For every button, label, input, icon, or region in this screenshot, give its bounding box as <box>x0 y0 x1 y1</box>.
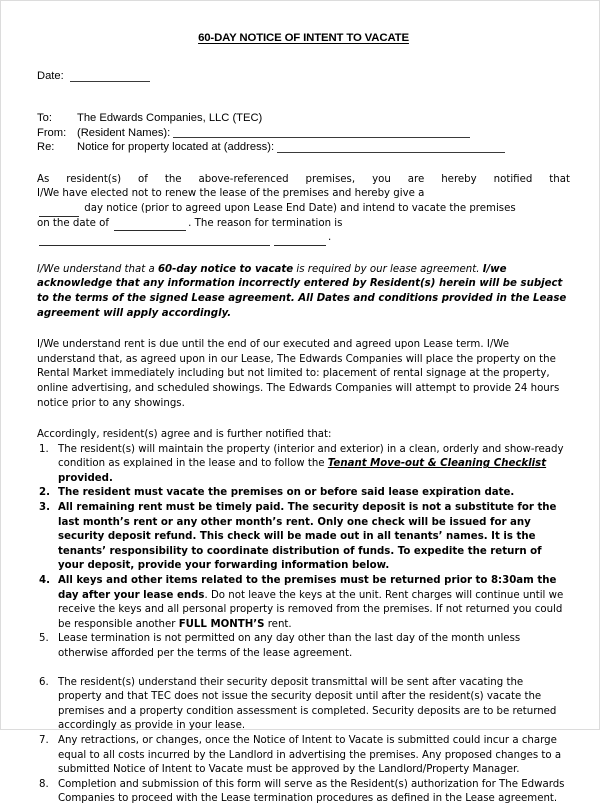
re-label: Re: <box>37 141 55 154</box>
list-item <box>37 486 570 501</box>
from-row <box>37 126 570 141</box>
list-item-number: 8. <box>39 778 49 790</box>
reason-input-blank-2[interactable] <box>274 236 326 246</box>
document-content <box>37 1 570 807</box>
list-item-tail: rent. <box>264 618 292 630</box>
to-value: The Edwards Companies, LLC (TEC) <box>77 112 263 124</box>
acknowledgement-paragraph <box>37 263 570 321</box>
accordingly-lead: Accordingly, resident(s) agree and is further notified that: <box>37 429 332 441</box>
list-item-number: 3. <box>39 502 50 514</box>
intro-line-3-text: day notice (prior to agreed upon Lease End Date) and intend to vacate the premises <box>84 202 516 214</box>
list-item-number: 6. <box>39 676 49 688</box>
re-row <box>37 140 570 155</box>
list-item-text: The resident(s) will maintain the property (interior and exterior) in a clean, orderly and show-ready condition as explained in the lease and to follow the <box>58 443 564 470</box>
terms-list <box>37 443 570 807</box>
list-item <box>37 574 570 632</box>
list-item-text: Any retractions, or changes, once the Notice of Intent to Vacate is submitted could incur a charge equal to all costs incurred by the Landlord in advertising the premises. Any proposed changes to a submitted Notice of Intent to Vacate must be approved by the Landlord/Property Manager. <box>58 734 562 776</box>
intro-line-4 <box>37 217 570 246</box>
list-item <box>37 778 570 807</box>
list-item-text: Completion and submission of this form will serve as the Resident(s) authorization for The Edwards Companies to proceed with the Lease termination procedures as defined in the Lease agreement. <box>58 778 565 805</box>
reason-input-blank[interactable] <box>39 236 270 246</box>
list-item <box>37 632 570 661</box>
list-item-text: The resident must vacate the premises on or before said lease expiration date. <box>58 487 515 499</box>
list-item-text-after: . Do not leave the keys at the unit. Rent charges will continue until we receive the keys and all personal property is removed from the premises. If not returned you could be responsible another <box>58 589 564 630</box>
date-input-blank[interactable] <box>70 71 150 82</box>
tenant-checklist-emphasis: Tenant Move-out & Cleaning Checklist <box>327 458 547 470</box>
date-field-row <box>37 68 570 82</box>
page-title <box>37 32 570 44</box>
from-label: From: <box>37 126 67 139</box>
from-value: (Resident Names): <box>77 126 171 139</box>
list-item-number: 4. <box>39 575 50 587</box>
list-item-number: 5. <box>39 633 49 645</box>
re-value: Notice for property located at (address): <box>77 141 275 154</box>
to-label: To: <box>37 112 52 124</box>
ack-bold-notice-term: 60-day notice to vacate <box>157 263 294 275</box>
page-title-text: 60-DAY NOTICE OF INTENT TO VACATE <box>198 32 409 44</box>
intro-line-1: As resident(s) of the above-referenced premises, you are hereby notified that <box>37 173 570 185</box>
ack-part-2: is required by our lease agreement. <box>293 263 483 275</box>
on-date-of-label: on the date of <box>37 217 109 229</box>
list-item-number: 2. <box>39 487 50 499</box>
list-item <box>37 676 570 734</box>
list-item-number: 7. <box>39 734 49 746</box>
list-item-text-after: provided. <box>58 472 113 484</box>
list-item-text: Lease termination is not permitted on any day other than the last day of the month unless otherwise afforded per the terms of the lease agreement. <box>58 633 521 659</box>
list-item <box>37 501 570 574</box>
date-label: Date: <box>37 70 64 82</box>
resident-names-input-blank[interactable] <box>173 127 470 138</box>
day-notice-input-blank[interactable] <box>39 207 79 217</box>
list-item-text: The resident(s) understand their security deposit transmittal will be sent after vacating the property and that TEC does not issue the security deposit until after the resident(s) vacate the premises and a property condition assessment is completed. Security deposits are to be returned accordingly as provide in your lease. <box>58 676 557 732</box>
address-block <box>37 111 570 155</box>
ack-part-1: I/We understand that a <box>37 263 158 275</box>
full-months-emphasis: FULL MONTH’S <box>178 618 265 630</box>
to-row <box>37 111 570 126</box>
vacate-date-input-blank[interactable] <box>114 221 186 231</box>
reason-label: . The reason for termination is <box>188 217 343 229</box>
list-item <box>37 734 570 778</box>
intro-line-3 <box>37 202 570 217</box>
intro-paragraph <box>37 173 570 246</box>
ack-bold-statement: I/we acknowledge that any information incorrectly entered by Resident(s) herein will be subject to the terms of the signed Lease agreement. All Dates and conditions provided in the Lease agreement will apply accordingly. <box>37 263 567 319</box>
list-item-text: All keys and other items related to the premises must be returned prior to 8:30am the day after your lease ends <box>58 575 557 601</box>
intro-line-2: I/We have elected not to renew the lease of the premises and hereby give a <box>37 188 425 200</box>
property-address-input-blank[interactable] <box>277 142 505 153</box>
intro-period: . <box>328 232 332 244</box>
list-item <box>37 443 570 487</box>
list-item-text: All remaining rent must be timely paid. The security deposit is not a substitute for the last month’s rent or any other month’s rent. Only one check will be issued for any security deposit refund. This check will be made out in all tenants’ names. It is the tenants’ responsibility to coordinate distribution of funds. To expedite the return of your deposit, provide your forwarding information below. <box>58 502 557 572</box>
list-item-number: 1. <box>39 443 49 455</box>
rent-paragraph: I/We understand rent is due until the end of our executed and agreed upon Lease term. I/We understand that, as agreed upon in our Lease, The Edwards Companies will place the property on the Rental Market immediately including but not limited to: placement of rental signage at the property, online advertising, and scheduled showings. The Edwards Companies will attempt to provide 24 hours notice prior to any showings. <box>37 339 560 409</box>
